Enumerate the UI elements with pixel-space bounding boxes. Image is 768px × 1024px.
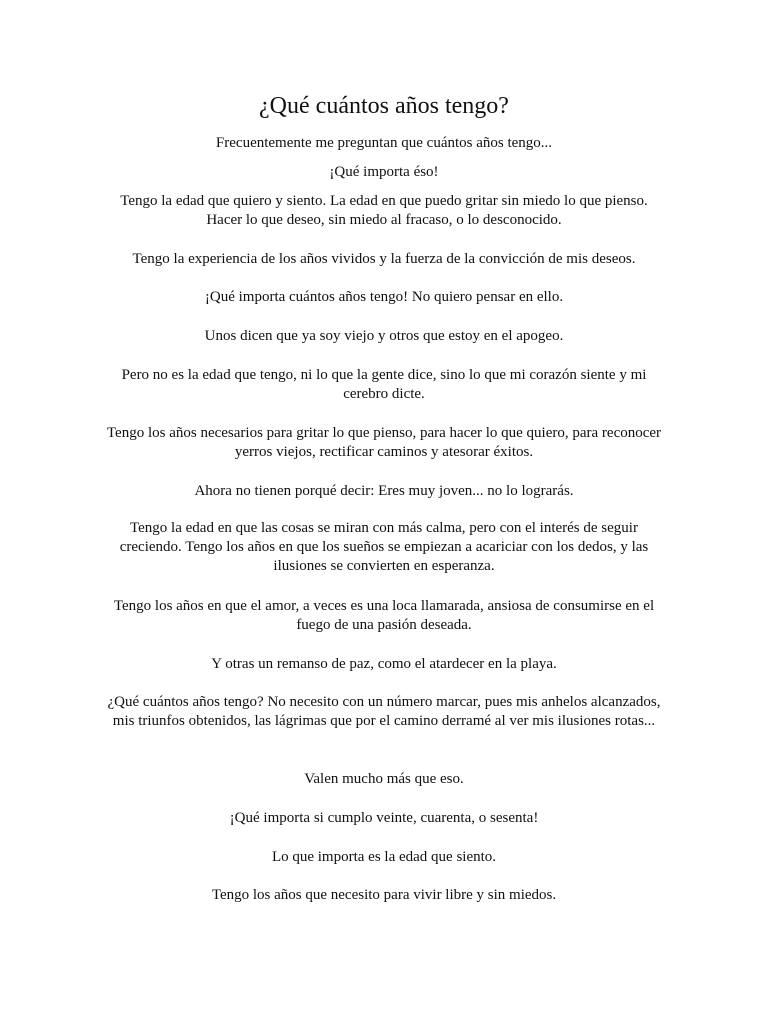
paragraph: Tengo los años necesarios para gritar lo que pienso, para hacer lo que quiero, para reconocer yerros viejos, rectificar caminos y atesorar éxitos.: [106, 425, 662, 460]
paragraph: Tengo los años que necesito para vivir libre y sin miedos.: [211, 887, 557, 903]
paragraph: Valen mucho más que eso.: [304, 771, 464, 787]
paragraph: ¡Qué importa si cumplo veinte, cuarenta, o sesenta!: [229, 810, 539, 826]
paragraph: Ahora no tienen porqué decir: Eres muy joven... no lo lograrás.: [194, 483, 574, 499]
paragraph: ¿Qué cuántos años tengo? No necesito con un número marcar, pues mis anhelos alcanzados, mis triunfos obtenidos, las lágrimas que por el camino derramé al ver mis ilusiones rotas...: [107, 694, 661, 729]
paragraph: Lo que importa es la edad que siento.: [271, 849, 497, 865]
paragraph: Pero no es la edad que tengo, ni lo que la gente dice, sino lo que mi corazón siente y mi cerebro dicte.: [121, 367, 647, 402]
paragraph: Y otras un remanso de paz, como el atardecer en la playa.: [211, 656, 557, 672]
paragraph: ¡Qué importa éso!: [329, 164, 439, 180]
paragraph: Unos dicen que ya soy viejo y otros que estoy en el apogeo.: [204, 328, 564, 344]
paragraph: Tengo la edad en que las cosas se miran con más calma, pero con el interés de seguir creciendo. Tengo los años en que los sueños se empiezan a acariciar con los dedos, y las ilusiones se convierten en esperanza.: [119, 520, 649, 574]
paragraph: ¡Qué importa cuántos años tengo! No quiero pensar en ello.: [204, 289, 564, 305]
paragraph: Frecuentemente me preguntan que cuántos años tengo...: [215, 135, 553, 151]
paragraph: Tengo los años en que el amor, a veces es una loca llamarada, ansiosa de consumirse en el fuego de una pasión deseada.: [113, 598, 655, 633]
document-title: ¿Qué cuántos años tengo?: [259, 93, 509, 119]
paragraph: Tengo la edad que quiero y siento. La edad en que puedo gritar sin miedo lo que pienso. Hacer lo que deseo, sin miedo al fracaso, o lo desconocido.: [120, 193, 648, 228]
paragraph: Tengo la experiencia de los años vividos y la fuerza de la convicción de mis deseos.: [132, 251, 636, 267]
